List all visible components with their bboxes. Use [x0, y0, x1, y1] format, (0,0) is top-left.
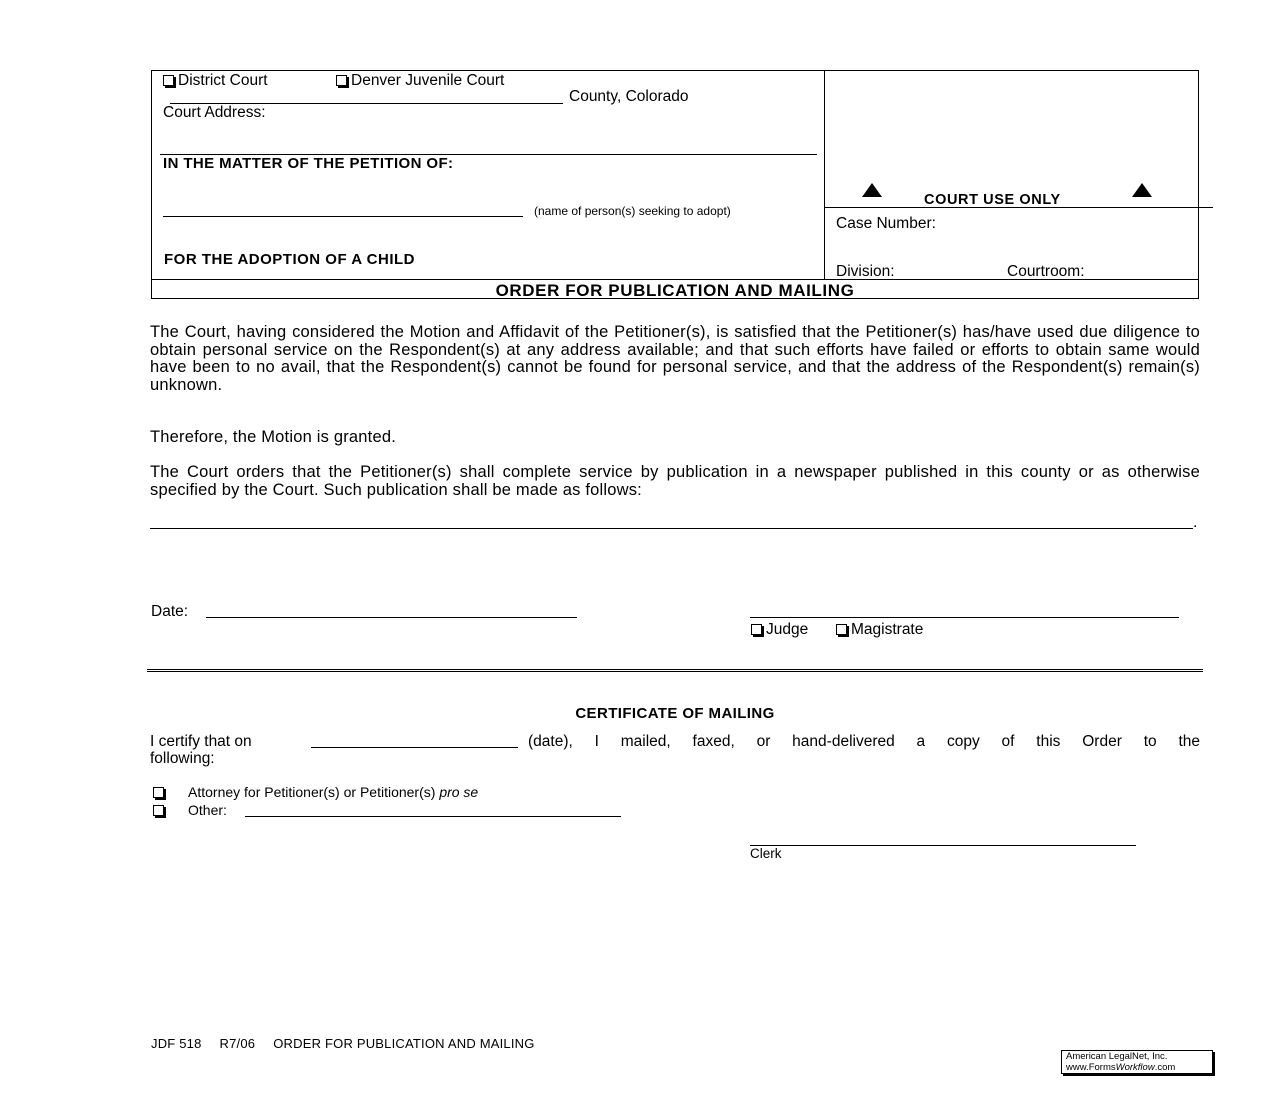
publication-paragraph: The Court orders that the Petitioner(s) shall complete service by publication in a newspaper published in this county or as otherwise specified by the Court. Such publication shall be made as follows: — [150, 463, 1200, 499]
county-suffix: County, Colorado — [569, 88, 689, 105]
form-footer — [151, 1036, 535, 1051]
section-divider — [147, 669, 1203, 672]
judge-signature-line[interactable] — [750, 617, 1179, 618]
case-number-label: Case Number: — [836, 215, 936, 232]
certify-suffix: (date), I mailed, faxed, or hand-delivered a copy of this Order to the — [528, 733, 1200, 750]
date-label: Date: — [151, 603, 189, 620]
findings-paragraph: The Court, having considered the Motion and Affidavit of the Petitioner(s), is satisfied that the Petitioner(s) has/have used due diligence to obtain personal service on the Respondent(s) at any address available; and that such efforts have failed or efforts to obtain same would have been to no avail, that the Respondent(s) cannot be found for personal service, and that the address of the Respondent(s) remain(s) unknown. — [150, 323, 1200, 394]
attorney-label: Attorney for Petitioner(s) or Petitioner(s) — [188, 784, 436, 800]
juvenile-court-label: Denver Juvenile Court — [351, 72, 505, 89]
certificate-heading: CERTIFICATE OF MAILING — [575, 705, 775, 722]
form-id: JDF 518 — [151, 1036, 202, 1051]
court-use-only-label: COURT USE ONLY — [924, 192, 1061, 208]
publication-details-field[interactable] — [150, 528, 1193, 529]
granted-paragraph: Therefore, the Motion is granted. — [150, 428, 396, 446]
brand-url-italic: Workflow — [1115, 1061, 1155, 1073]
brand-url-prefix: www.Forms — [1066, 1061, 1116, 1073]
juvenile-court-option[interactable] — [336, 72, 504, 90]
judge-checkbox[interactable] — [751, 624, 762, 635]
petitioner-name-field[interactable] — [163, 216, 523, 217]
other-option[interactable] — [153, 802, 227, 818]
district-court-label: District Court — [178, 72, 268, 89]
attorney-option[interactable] — [153, 784, 478, 800]
matter-heading: IN THE MATTER OF THE PETITION OF: — [163, 155, 454, 172]
certify-prefix: I certify that on — [150, 733, 252, 750]
mailing-date-field[interactable] — [311, 747, 518, 748]
pro-se-label: pro se — [439, 784, 479, 800]
judge-option[interactable] — [751, 621, 808, 639]
district-court-checkbox[interactable] — [163, 75, 174, 86]
up-arrow-icon — [1132, 183, 1152, 197]
certify-following: following: — [150, 750, 215, 767]
brand-box[interactable] — [1061, 1050, 1213, 1074]
division-label: Division: — [836, 263, 895, 280]
brand-url[interactable] — [1066, 1063, 1212, 1074]
other-recipient-field[interactable] — [245, 816, 621, 817]
form-revision: R7/06 — [219, 1036, 256, 1051]
other-checkbox[interactable] — [153, 805, 164, 816]
district-court-option[interactable] — [163, 72, 268, 90]
judge-label: Judge — [766, 621, 809, 638]
form-name: ORDER FOR PUBLICATION AND MAILING — [273, 1036, 535, 1051]
clerk-signature-line[interactable] — [750, 845, 1136, 846]
magistrate-checkbox[interactable] — [836, 624, 847, 635]
form-title: ORDER FOR PUBLICATION AND MAILING — [495, 281, 855, 300]
caption-divider — [824, 70, 825, 280]
juvenile-court-checkbox[interactable] — [336, 75, 347, 86]
brand-name: American LegalNet, Inc. — [1066, 1051, 1168, 1062]
publication-end: . — [1193, 514, 1198, 531]
date-field[interactable] — [206, 617, 577, 618]
attorney-checkbox[interactable] — [153, 787, 164, 798]
other-label: Other: — [188, 802, 227, 818]
adoption-heading: FOR THE ADOPTION OF A CHILD — [164, 251, 415, 268]
up-arrow-icon — [862, 183, 882, 197]
magistrate-label: Magistrate — [851, 621, 924, 638]
court-address-label: Court Address: — [163, 104, 266, 121]
petitioner-hint: (name of person(s) seeking to adopt) — [534, 204, 731, 218]
brand-url-suffix: .com — [1154, 1061, 1176, 1073]
magistrate-option[interactable] — [836, 621, 923, 639]
courtroom-label: Courtroom: — [1007, 263, 1085, 280]
clerk-label: Clerk — [750, 846, 782, 861]
